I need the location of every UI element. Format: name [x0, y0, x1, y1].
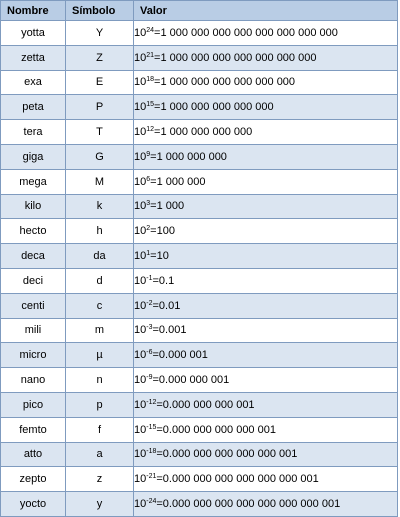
- table-row: [1, 21, 398, 46]
- prefix-name: mili: [1, 318, 66, 343]
- table-row: [1, 417, 398, 442]
- prefix-value: [134, 467, 398, 492]
- prefix-value: [134, 392, 398, 417]
- value-exponent: -3: [146, 324, 153, 332]
- value-exponent: -12: [146, 398, 157, 406]
- prefix-name: micro: [1, 343, 66, 368]
- prefix-value: [134, 343, 398, 368]
- table-row: [1, 343, 398, 368]
- value-base: 10: [134, 374, 147, 387]
- prefix-symbol: n: [66, 368, 134, 393]
- value-expansion: =1 000 000 000 000: [154, 126, 253, 139]
- header-row: [1, 1, 398, 21]
- table-row: [1, 442, 398, 467]
- value-base: 10: [134, 250, 147, 263]
- table-row: [1, 120, 398, 145]
- prefix-name: deci: [1, 268, 66, 293]
- value-base: 10: [134, 175, 147, 188]
- prefix-symbol: T: [66, 120, 134, 145]
- value-expansion: =10: [150, 250, 169, 263]
- value-expansion: =0.000 000 000 001: [156, 398, 255, 411]
- prefix-value: [134, 45, 398, 70]
- table-row: [1, 467, 398, 492]
- value-exponent: 15: [146, 101, 155, 109]
- prefix-symbol: k: [66, 194, 134, 219]
- table-body: [1, 21, 398, 517]
- prefix-symbol: da: [66, 244, 134, 269]
- table-row: [1, 293, 398, 318]
- prefix-symbol: c: [66, 293, 134, 318]
- prefix-symbol: f: [66, 417, 134, 442]
- prefix-value: [134, 194, 398, 219]
- value-exponent: -21: [146, 473, 157, 481]
- prefix-name: pico: [1, 392, 66, 417]
- prefix-value: [134, 120, 398, 145]
- prefix-value: [134, 144, 398, 169]
- prefix-symbol: Z: [66, 45, 134, 70]
- prefix-name: zetta: [1, 45, 66, 70]
- value-base: 10: [134, 498, 147, 511]
- prefix-symbol: m: [66, 318, 134, 343]
- value-expansion: =0.000 000 000 000 000 001: [156, 448, 298, 461]
- value-base: 10: [134, 126, 147, 139]
- table-row: [1, 45, 398, 70]
- prefix-symbol: z: [66, 467, 134, 492]
- value-exponent: -24: [146, 498, 157, 506]
- value-base: 10: [134, 51, 147, 64]
- prefix-symbol: d: [66, 268, 134, 293]
- prefix-value: [134, 219, 398, 244]
- prefix-name: tera: [1, 120, 66, 145]
- prefix-symbol: a: [66, 442, 134, 467]
- table-row: [1, 95, 398, 120]
- value-expansion: =1 000 000 000 000 000 000 000 000: [154, 26, 338, 39]
- prefix-value: [134, 318, 398, 343]
- value-expansion: =0.000 000 000 000 000 000 001: [156, 473, 319, 486]
- table-header: [1, 1, 398, 21]
- prefix-symbol: P: [66, 95, 134, 120]
- prefix-symbol: Y: [66, 21, 134, 46]
- value-base: 10: [134, 150, 147, 163]
- value-exponent: -1: [146, 274, 153, 282]
- prefix-name: mega: [1, 169, 66, 194]
- value-base: 10: [134, 473, 147, 486]
- value-expansion: =1 000 000 000 000 000 000 000: [154, 51, 317, 64]
- value-exponent: 24: [146, 26, 155, 34]
- value-base: 10: [134, 398, 147, 411]
- value-exponent: 1: [146, 250, 151, 258]
- value-exponent: 3: [146, 200, 151, 208]
- value-base: 10: [134, 299, 147, 312]
- prefix-name: kilo: [1, 194, 66, 219]
- value-base: 10: [134, 76, 147, 89]
- prefix-name: femto: [1, 417, 66, 442]
- prefix-name: exa: [1, 70, 66, 95]
- prefix-name: atto: [1, 442, 66, 467]
- value-expansion: =1 000 000: [150, 175, 206, 188]
- value-expansion: =1 000 000 000 000 000 000: [154, 76, 296, 89]
- value-expansion: =0.000 000 000 000 000 000 000 001: [156, 498, 341, 511]
- header-simbolo: Símbolo: [66, 1, 134, 21]
- prefix-name: hecto: [1, 219, 66, 244]
- table-row: [1, 169, 398, 194]
- header-nombre: Nombre: [1, 1, 66, 21]
- value-expansion: =0.01: [152, 299, 181, 312]
- table-row: [1, 244, 398, 269]
- value-expansion: =100: [150, 225, 175, 238]
- value-exponent: 12: [146, 126, 155, 134]
- value-base: 10: [134, 225, 147, 238]
- value-exponent: -18: [146, 448, 157, 456]
- prefix-symbol: G: [66, 144, 134, 169]
- table-row: [1, 70, 398, 95]
- prefix-name: centi: [1, 293, 66, 318]
- prefix-value: [134, 492, 398, 517]
- value-expansion: =0.000 000 001: [152, 374, 230, 387]
- table-row: [1, 492, 398, 517]
- value-expansion: =0.000 000 000 000 001: [156, 423, 276, 436]
- table-row: [1, 144, 398, 169]
- value-expansion: =0.001: [152, 324, 187, 337]
- value-exponent: -9: [146, 374, 153, 382]
- prefix-value: [134, 21, 398, 46]
- prefix-name: zepto: [1, 467, 66, 492]
- value-exponent: 6: [146, 175, 151, 183]
- value-base: 10: [134, 200, 147, 213]
- table-row: [1, 368, 398, 393]
- table-row: [1, 219, 398, 244]
- prefix-symbol: y: [66, 492, 134, 517]
- value-base: 10: [134, 423, 147, 436]
- prefix-name: nano: [1, 368, 66, 393]
- value-base: 10: [134, 274, 147, 287]
- prefix-value: [134, 268, 398, 293]
- value-exponent: 9: [146, 150, 151, 158]
- value-base: 10: [134, 101, 147, 114]
- value-expansion: =1 000: [150, 200, 185, 213]
- value-exponent: -2: [146, 299, 153, 307]
- value-base: 10: [134, 324, 147, 337]
- prefix-name: peta: [1, 95, 66, 120]
- value-exponent: 21: [146, 51, 155, 59]
- value-expansion: =0.000 001: [152, 349, 208, 362]
- prefix-value: [134, 95, 398, 120]
- table-row: [1, 318, 398, 343]
- prefix-name: yocto: [1, 492, 66, 517]
- prefix-symbol: µ: [66, 343, 134, 368]
- prefix-value: [134, 293, 398, 318]
- value-base: 10: [134, 349, 147, 362]
- value-base: 10: [134, 26, 147, 39]
- prefix-value: [134, 417, 398, 442]
- value-base: 10: [134, 448, 147, 461]
- value-expansion: =1 000 000 000: [150, 150, 227, 163]
- prefix-name: giga: [1, 144, 66, 169]
- value-exponent: -15: [146, 423, 157, 431]
- table-row: [1, 268, 398, 293]
- prefix-symbol: M: [66, 169, 134, 194]
- value-exponent: 2: [146, 225, 151, 233]
- value-exponent: 18: [146, 76, 155, 84]
- value-expansion: =1 000 000 000 000 000: [154, 101, 274, 114]
- prefix-symbol: E: [66, 70, 134, 95]
- prefix-value: [134, 368, 398, 393]
- table-row: [1, 194, 398, 219]
- prefix-value: [134, 70, 398, 95]
- prefix-value: [134, 169, 398, 194]
- header-valor: Valor: [134, 1, 398, 21]
- prefix-name: yotta: [1, 21, 66, 46]
- prefix-symbol: p: [66, 392, 134, 417]
- prefix-value: [134, 244, 398, 269]
- prefix-symbol: h: [66, 219, 134, 244]
- table-row: [1, 392, 398, 417]
- value-exponent: -6: [146, 349, 153, 357]
- value-expansion: =0.1: [152, 274, 175, 287]
- prefix-value: [134, 442, 398, 467]
- prefix-name: deca: [1, 244, 66, 269]
